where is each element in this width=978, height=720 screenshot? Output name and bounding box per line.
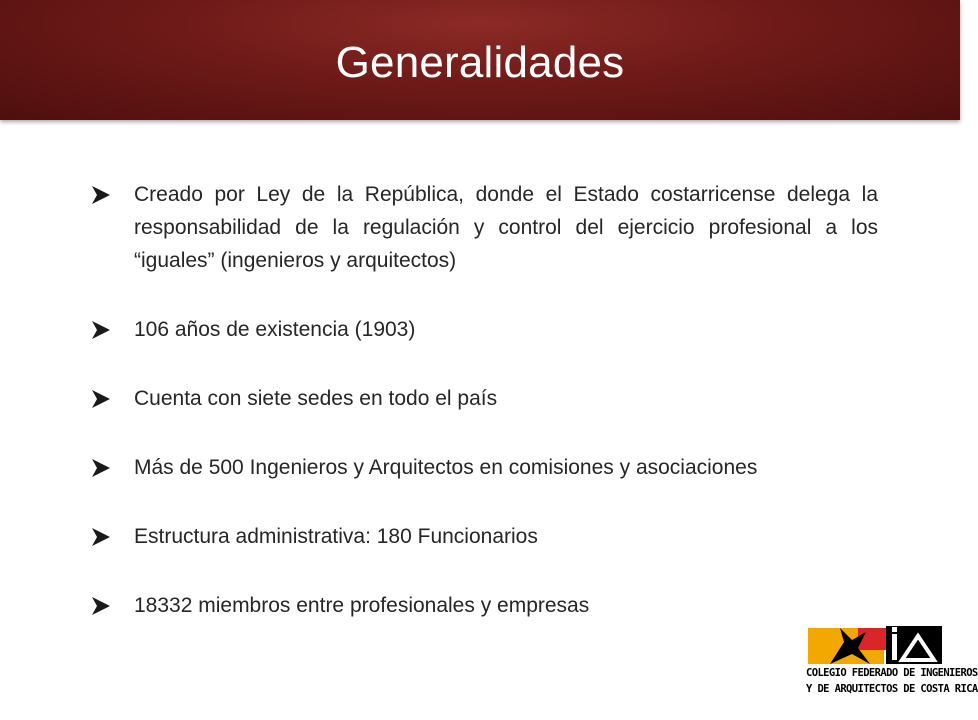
bullet-text: Estructura administrativa: 180 Funcionarios <box>134 525 538 548</box>
cfia-logo-icon <box>800 624 945 666</box>
bullet-text: 106 años de existencia (1903) <box>134 318 416 341</box>
logo-line-2: Y DE ARQUITECTOS DE COSTA RICA <box>806 683 978 695</box>
bullet-text: Más de 500 Ingenieros y Arquitectos en comisiones y asociaciones <box>134 456 758 479</box>
bullet-text: Creado por Ley de la República, donde el Estado costarricense delega la responsabilidad de la regulación y control del ejercicio profesional a los “iguales” (ingenieros y arquitectos) <box>134 183 878 272</box>
logo-line-1: COLEGIO FEDERADO DE INGENIEROS <box>806 667 978 679</box>
bullet-text: 18332 miembros entre profesionales y empresas <box>134 594 590 617</box>
slide-title: Generalidades <box>335 38 625 87</box>
arrowhead-bullet-icon <box>90 184 112 206</box>
bullet-item <box>90 451 878 484</box>
arrowhead-bullet-icon <box>90 388 112 410</box>
arrowhead-bullet-icon <box>90 457 112 479</box>
bullet-item <box>90 178 878 277</box>
arrowhead-bullet-icon <box>90 595 112 617</box>
bullet-item <box>90 382 878 415</box>
bullet-item <box>90 313 878 346</box>
arrowhead-bullet-icon <box>90 319 112 341</box>
title-bar <box>0 0 960 120</box>
arrowhead-bullet-icon <box>90 526 112 548</box>
bullet-list <box>90 178 878 658</box>
bullet-item <box>90 520 878 553</box>
bullet-text: Cuenta con siete sedes en todo el país <box>134 387 498 410</box>
cfia-logo-text <box>806 665 978 697</box>
bullet-item <box>90 589 878 622</box>
